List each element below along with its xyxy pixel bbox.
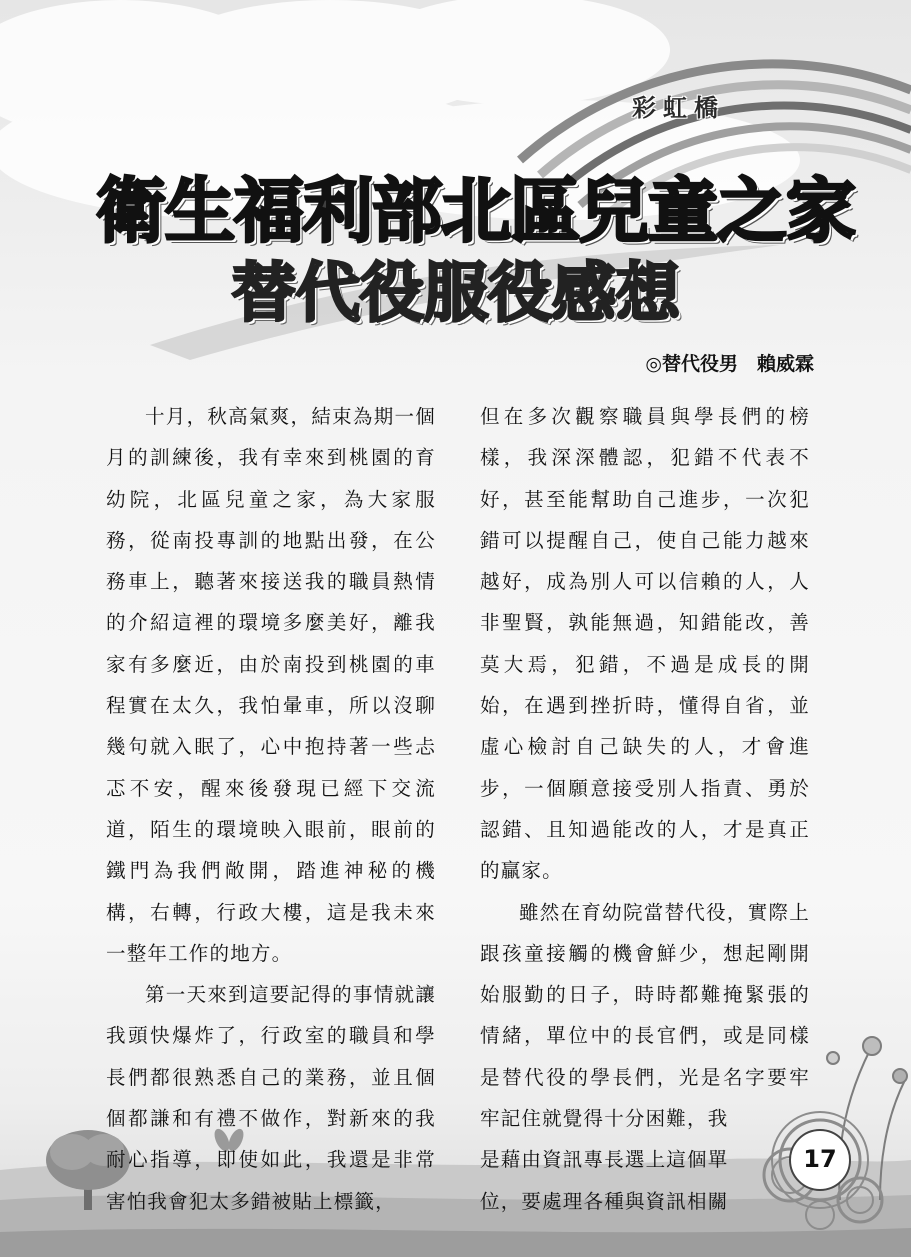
article-title-line-2: 替代役服役感想 <box>232 257 680 331</box>
section-tag: 彩虹橋 <box>632 94 725 122</box>
paragraph: 雖然在育幼院當替代役，實際上跟孩童接觸的機會鮮少，想起剛開始服勤的日子，時時都難掩緊張的情緒，單位中的長官們，或是同樣是替代役的學長們，光是名字要牢牢記住就覺得十分困難，我 <box>480 900 810 1131</box>
text-column-right <box>480 396 810 1222</box>
paragraph-line: 是藉由資訊專長選上這個單 <box>480 1148 729 1172</box>
paragraph: 第一天來到這要記得的事情就讓我頭快爆炸了，行政室的職員和學長們都很熟悉自己的業務，並且個個都謙和有禮不做作，對新來的我耐心指導，即使如此，我還是非常害怕我會犯太多錯被貼上標籤， <box>106 983 436 1213</box>
page-number: 17 <box>803 1145 837 1173</box>
article-title-line-1: 衛生福利部北區兒童之家 <box>96 170 855 252</box>
author-byline: ◎替代役男 賴威霖 <box>645 353 814 375</box>
paragraph-line: 位，要處理各種與資訊相關 <box>480 1189 729 1213</box>
paragraph: 但在多次觀察職員與學長們的榜樣，我深深體認，犯錯不代表不好，甚至能幫助自己進步，一次犯錯可以提醒自己，使自己能力越來越好，成為別人可以信賴的人，人非聖賢，孰能無過，知錯能改，善莫大焉，犯錯，不過是成長的開始，在遇到挫折時，懂得自省，並虛心檢討自己缺失的人，才會進步，一個願意接受別人指責、勇於認錯、且知過能改的人，才是真正的贏家。 <box>480 405 810 883</box>
text-column-left <box>106 396 436 1222</box>
paragraph: 十月，秋高氣爽，結束為期一個月的訓練後，我有幸來到桃園的育幼院，北區兒童之家，為大家服務，從南投專訓的地點出發，在公務車上，聽著來接送我的職員熱情的介紹這裡的環境多麼美好，離我家有多麼近，由於南投到桃園的車程實在太久，我怕暈車，所以沒聊幾句就入眠了，心中抱持著一些忐忑不安，醒來後發現已經下交流道，陌生的環境映入眼前，眼前的鐵門為我們敞開，踏進神秘的機構，右轉，行政大樓，這是我未來一整年工作的地方。 <box>106 405 436 965</box>
